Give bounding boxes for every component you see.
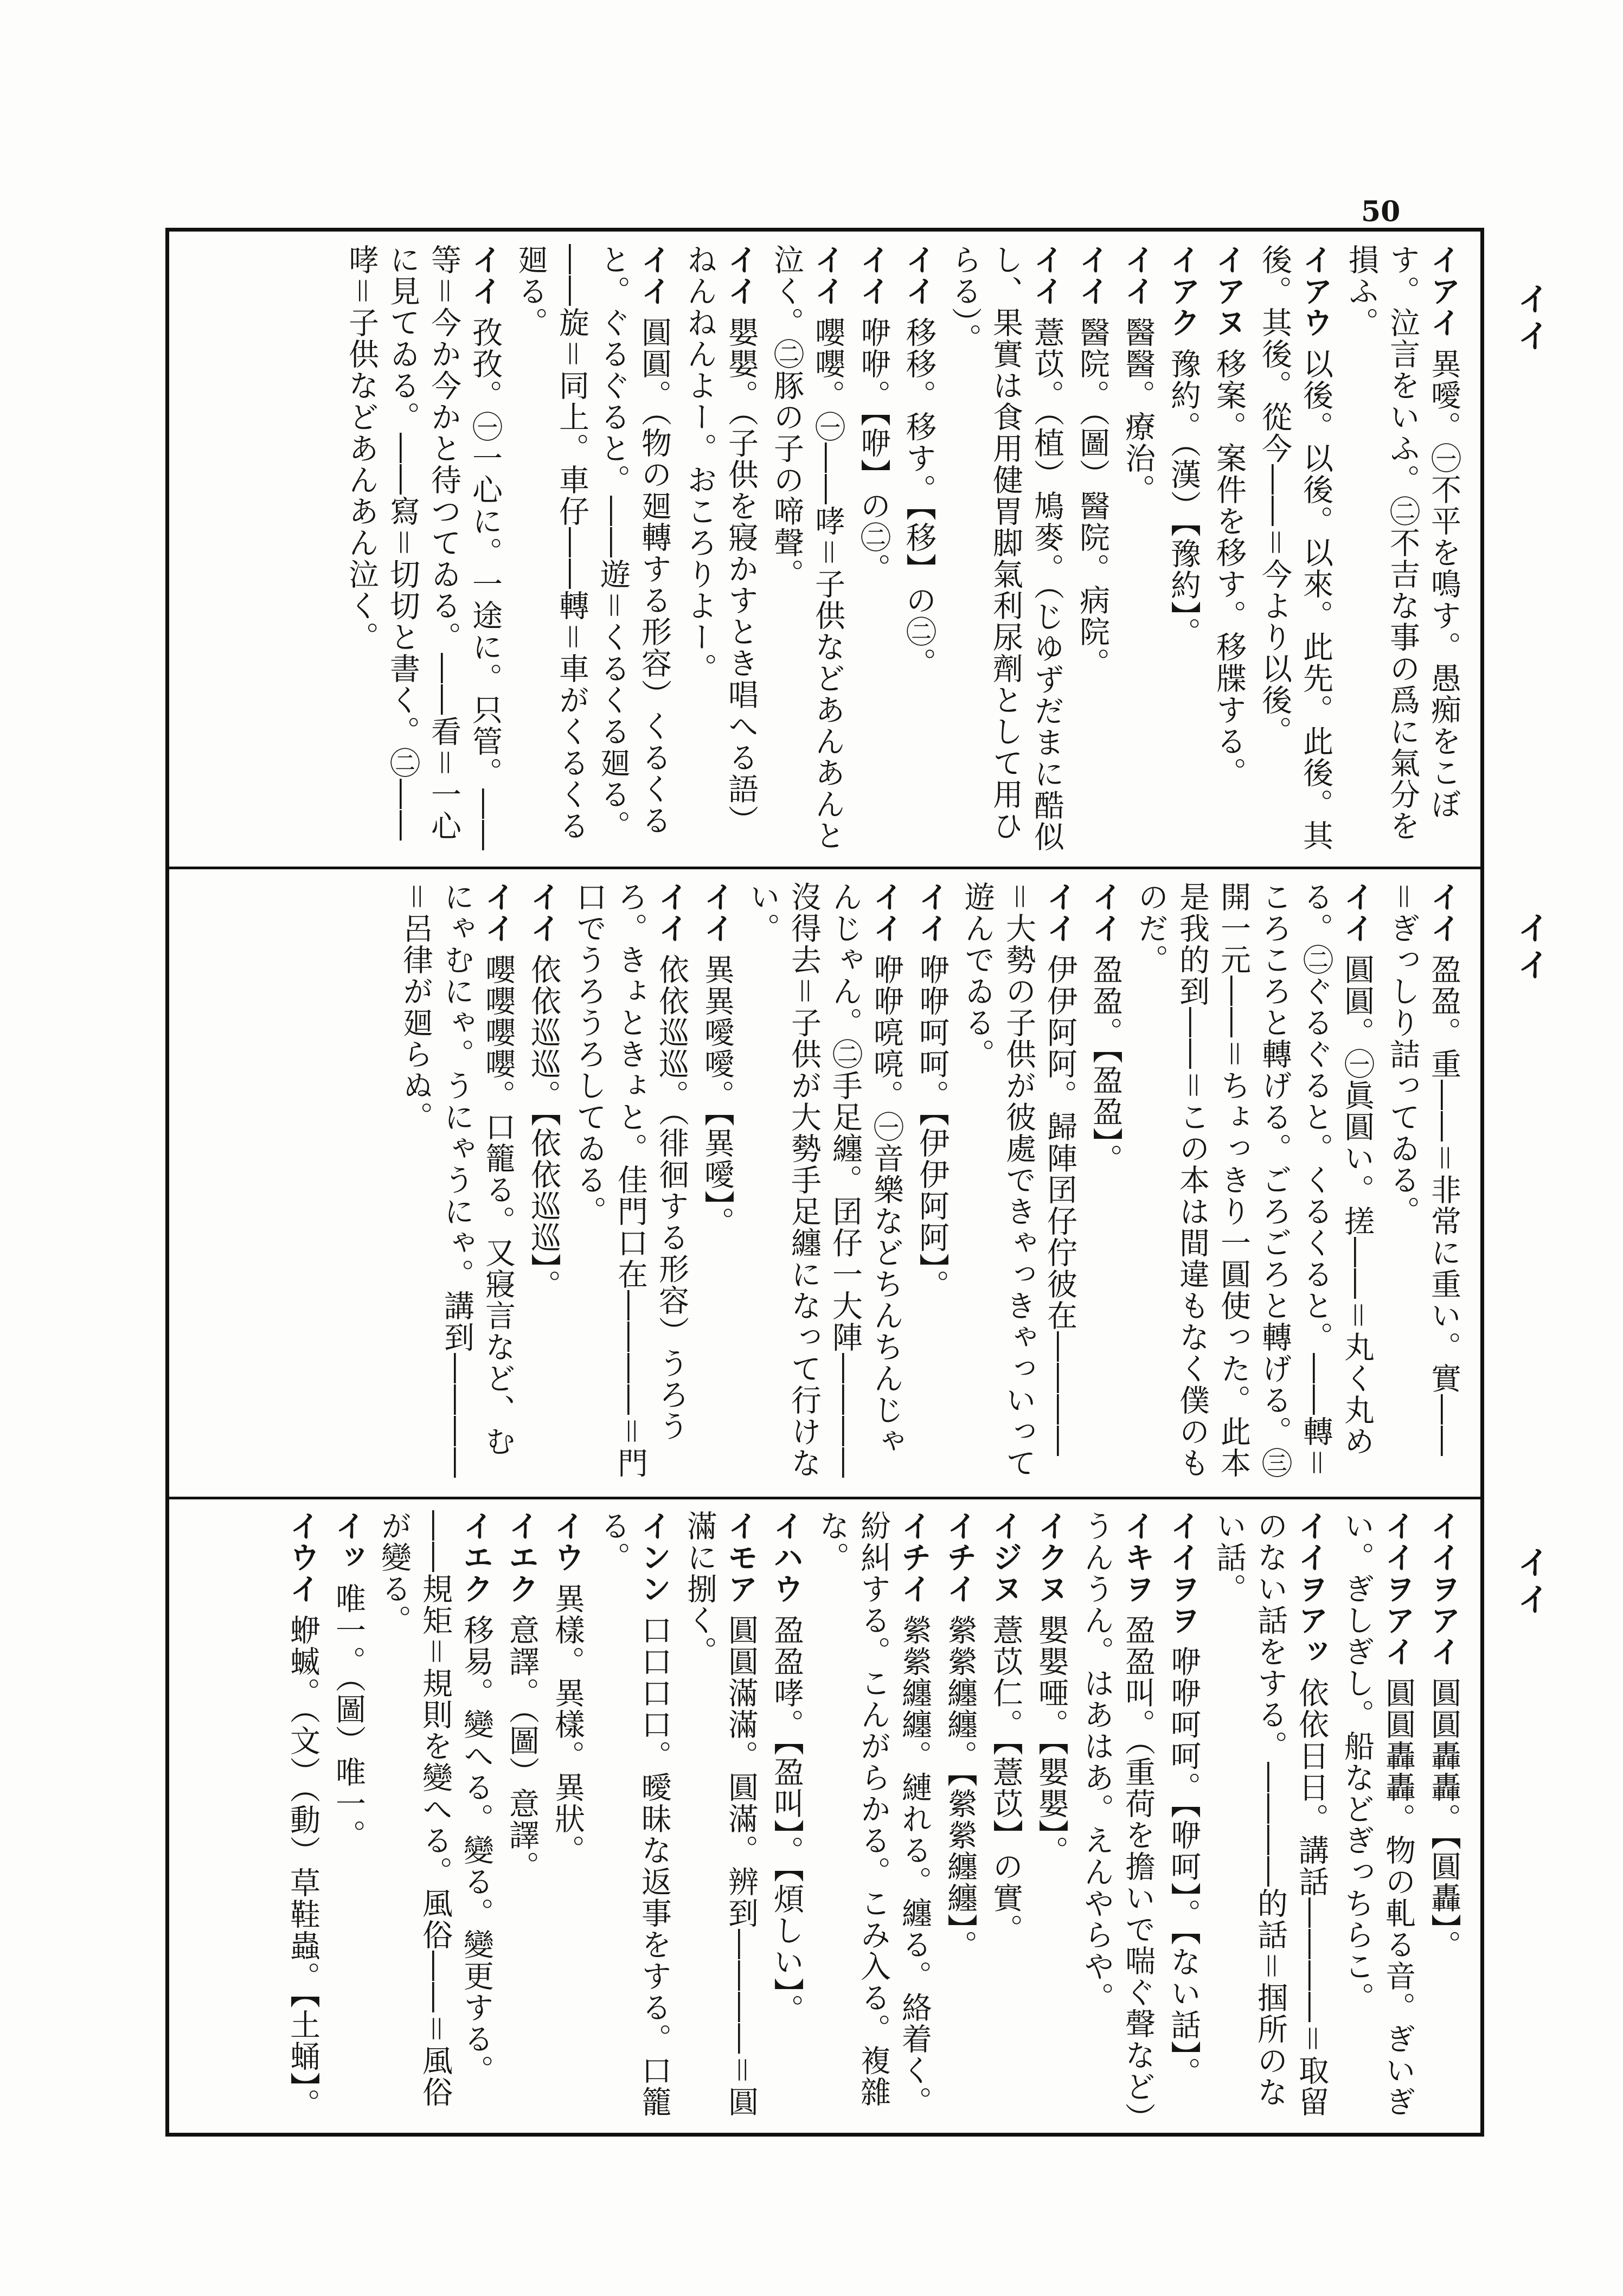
dictionary-entry: [957, 881, 1080, 1483]
entry-definition: 意譯。（圖）意譯。: [504, 1614, 540, 1882]
entry-definition: 移易。變へる。變る。變更する。――規矩＝規則を變へる。風俗――＝風俗が變る。: [376, 1510, 494, 2108]
entry-headword: イイ: [901, 244, 936, 307]
entry-definition: 咿咿喨喨。㊀音樂などちんちんじゃんじゃん。㊁手足纏。囝仔一大陣――――沒得去＝子供が大勢手足纏になって行けない。: [745, 881, 904, 1479]
band-lower: [184, 1510, 1464, 2120]
dictionary-entry: [1163, 244, 1204, 854]
dictionary-entry: [679, 1510, 761, 2120]
entry-headword: イイヲアイ: [1380, 1510, 1416, 1668]
entry-definition: 薏苡仁。【薏苡】の實。: [988, 1614, 1023, 1945]
entry-headword: イッ: [330, 1510, 366, 1573]
entry-headword: イイ: [1426, 881, 1461, 944]
entry-headword: イイ: [1339, 881, 1375, 944]
entry-definition: 圓圓。（物の廻轉する形容）くるくると。ぐるぐると。――遊＝くるくる廻る。――旋＝同上。車仔――轉＝車がくるくる廻る。: [513, 244, 672, 842]
dictionary-entry: [568, 881, 692, 1483]
dictionary-entry: [328, 1510, 369, 2120]
dictionary-entry: [766, 244, 848, 854]
dictionary-entry: [1163, 1510, 1204, 2120]
dictionary-entry: [1254, 244, 1336, 854]
entry-headword: イチイ: [896, 1510, 932, 1605]
entry-definition: 以後。以後。以來。此先。此後。其後。其後。從今――＝今より以後。: [1257, 244, 1333, 851]
entry-definition: 異異噯噯。【異噯】。: [700, 954, 735, 1238]
entry-headword: イイ: [1029, 244, 1064, 307]
entry-definition: 依依巡巡。【依依巡巡】。: [526, 954, 561, 1301]
dictionary-entry: [1117, 244, 1158, 854]
entry-definition: 咿咿。【咿】の㊁。: [856, 317, 891, 585]
entry-definition: 唯一。（圖）唯一。: [331, 1583, 366, 1851]
entry-definition: 盈盈。【盈盈】。: [1088, 954, 1123, 1175]
entry-headword: イイヲヲ: [1165, 1510, 1201, 1636]
entry-headword: イイ: [1074, 244, 1110, 307]
entry-headword: イイヲアイ: [1426, 1510, 1461, 1668]
entry-definition: 嬰嬰。（子供を寢かすとき唱へる語）ねんねんよー。おころりよー。: [682, 244, 759, 836]
entry-definition: 異樣。異樣。異狀。: [550, 1583, 585, 1866]
dictionary-entry: [766, 1510, 807, 2120]
margin-index-label: イイ: [1512, 911, 1550, 985]
entry-definition: 伊伊阿阿。歸陣囝仔佇彼在――――＝大勢の子供が彼處できゃっきゃっいって遊んでゐる。: [960, 881, 1077, 1479]
entry-definition: 縈縈纏纏。【縈縈纏纏】。: [942, 1614, 978, 1961]
entry-definition: 嚶嚶嚶嚶。口籠る。又寢言など、むにゃむにゃ。うにゃうにゃ。講到――――＝呂律が廻らぬ。: [398, 881, 516, 1479]
entry-headword: イイ: [480, 881, 516, 944]
band-upper: [184, 244, 1464, 854]
entry-headword: イクヌ: [1033, 1510, 1069, 1605]
dictionary-entry: [944, 244, 1067, 854]
entry-headword: イアウ: [1298, 244, 1333, 338]
dictionary-entry: [1076, 1510, 1158, 2120]
entry-headword: イイ: [1120, 244, 1156, 307]
entry-headword: イアク: [1165, 244, 1201, 338]
dictionary-entry: [592, 1510, 675, 2120]
dictionary-entry: [939, 1510, 980, 2120]
entry-headword: イイ: [636, 244, 672, 307]
entry-definition: 異噯。㊀不平を鳴す。愚痴をこぼす。泣言をいふ。㊁不吉な事の爲に氣分を損ふ。: [1344, 244, 1461, 842]
entry-headword: イイ: [525, 881, 561, 944]
band-middle: [184, 881, 1464, 1483]
dictionary-entry: [510, 244, 675, 854]
entry-definition: 依依巡巡。（徘徊する形容）うろうろ。きょときょと。佳門口在――――＝門口でうろうろしてゐる。: [572, 881, 689, 1479]
entry-definition: 薏苡。（植）鳩麥。（じゆずだまに酷似し、果實は食用健胃脚氣利尿劑として用ひらる）。: [947, 244, 1064, 852]
margin-index-label: イイ: [1512, 1545, 1550, 1619]
entry-headword: イエク: [504, 1510, 540, 1605]
entry-headword: イキヲ: [1120, 1510, 1156, 1605]
entry-headword: イウイ: [285, 1510, 320, 1605]
entry-definition: 圓圓。㊀眞圓い。搓――＝丸く丸める。㊁ぐるぐると。くるくると。――轉＝ころころと轉げる。ごろごろと轉げる。㊂開一元――＝ちょっきり一圓使った。此本是我的到――＝この本は間違もなく僕のものだ。: [1133, 881, 1375, 1479]
entry-headword: インン: [636, 1510, 672, 1605]
entry-definition: 縈縈纏纏。縺れる。纏る。絡着く。紛糾する。こんがらかる。こみ入る。複雜な。: [814, 1510, 932, 2118]
entry-headword: イイヲアッ: [1293, 1510, 1329, 1668]
dictionary-entry: [1072, 244, 1113, 854]
dictionary-entry: [898, 244, 939, 854]
entry-headword: イイ: [855, 244, 891, 307]
entry-headword: イアヌ: [1211, 244, 1247, 338]
entry-headword: イイ: [699, 881, 735, 944]
entry-headword: イイ: [868, 881, 904, 944]
entry-definition: 圓圓轟轟。【圓轟】。: [1426, 1677, 1461, 1961]
dictionary-entry: [1340, 244, 1464, 854]
entry-definition: 圓圓轟轟。物の軋る音。ぎいぎい。ぎしぎし。船などぎっちらこ。: [1339, 1510, 1416, 2118]
dictionary-entry: [985, 1510, 1026, 2120]
dictionary-entry: [911, 881, 952, 1483]
entry-definition: 口口口口。曖昧な返事をする。口籠る。: [595, 1510, 672, 2118]
entry-headword: イチイ: [942, 1510, 978, 1605]
entry-headword: イイ: [914, 881, 950, 944]
dictionary-entry: [679, 244, 761, 854]
dictionary-entry: [282, 1510, 323, 2120]
dictionary-entry: [547, 1510, 588, 2120]
entry-definition: 盈盈。重――＝非常に重い。實――＝ぎっしり詰ってゐる。: [1385, 881, 1461, 1457]
dictionary-entry: [811, 1510, 935, 2120]
entry-headword: イイ: [1042, 881, 1077, 944]
entry-definition: 盈盈哮。【盈叫】。【煩しい】。: [769, 1614, 804, 2025]
entry-definition: 豫約。（漢）【豫約】。: [1166, 348, 1201, 649]
entry-headword: イイ: [653, 881, 689, 944]
entry-definition: 盈盈叫。（重荷を擔いで喘ぐ聲など）うんうん。はあはあ。えんやらや。: [1079, 1510, 1156, 2119]
entry-headword: イイ: [467, 244, 503, 307]
dictionary-entry: [1130, 881, 1377, 1483]
dictionary-entry: [1382, 881, 1464, 1483]
entry-definition: 咿咿呵呵。【咿呵】。【ない話】。: [1166, 1646, 1201, 2088]
dictionary-entry: [341, 244, 505, 854]
entry-definition: 移移。移す。【移】の㊁。: [901, 317, 936, 679]
dictionary-entry: [1208, 1510, 1332, 2120]
entry-headword: イウ: [549, 1510, 585, 1573]
dictionary-entry: [1423, 1510, 1464, 2120]
dictionary-entry: [1208, 244, 1249, 854]
band-divider: [169, 1497, 1480, 1499]
band-divider: [169, 867, 1480, 869]
entry-headword: イイ: [1087, 881, 1123, 944]
entry-definition: 蛜蝛。（文）（動）草鞋蟲。【土蛹】。: [285, 1614, 320, 2120]
entry-definition: 依依日日。講話――――＝取留のない話をする。――――的話＝掴所のない話。: [1211, 1510, 1329, 2118]
dictionary-entry: [852, 244, 894, 854]
entry-definition: 醫院。（圖）醫院。病院。: [1075, 317, 1110, 679]
entry-headword: イイ: [723, 244, 759, 307]
entry-definition: 孜孜。㊀一心に。一途に。只管。――等＝今か今かと待つてゐる。――看＝一心に見てゐる。――寫＝切切と書く。㊁――哮＝子供などあんあん泣く。: [344, 244, 503, 851]
page-number: 50: [1361, 195, 1401, 228]
dictionary-entry: [742, 881, 907, 1483]
entry-definition: 咿咿呵呵。【伊伊阿阿】。: [914, 954, 950, 1301]
entry-headword: イモア: [723, 1510, 759, 1605]
dictionary-entry: [395, 881, 518, 1483]
dictionary-entry: [1336, 1510, 1419, 2120]
entry-headword: イイ: [810, 244, 845, 307]
margin-index-label: イイ: [1512, 282, 1550, 356]
entry-headword: イエク: [458, 1510, 494, 1605]
entry-headword: イジヌ: [987, 1510, 1023, 1605]
dictionary-entry: [696, 881, 737, 1483]
dictionary-entry: [373, 1510, 497, 2120]
entry-definition: 嚶嚶。㊀――哮＝子供などあんあんと泣く。㊁豚の子の啼聲。: [769, 244, 845, 851]
entry-definition: 嬰嬰唖。【嬰嬰】。: [1034, 1614, 1069, 1867]
entry-definition: 醫醫。療治。: [1120, 317, 1156, 505]
dictionary-entry: [1085, 881, 1126, 1483]
entry-headword: イアイ: [1426, 244, 1461, 338]
entry-definition: 圓圓滿滿。圓滿。辨到――――＝圓滿に捌く。: [682, 1510, 759, 2118]
entry-definition: 移案。案件を移す。移牒する。: [1211, 348, 1247, 788]
dictionary-entry: [523, 881, 564, 1483]
dictionary-entry: [501, 1510, 542, 2120]
dictionary-entry: [1030, 1510, 1072, 2120]
entry-headword: イハウ: [768, 1510, 804, 1605]
